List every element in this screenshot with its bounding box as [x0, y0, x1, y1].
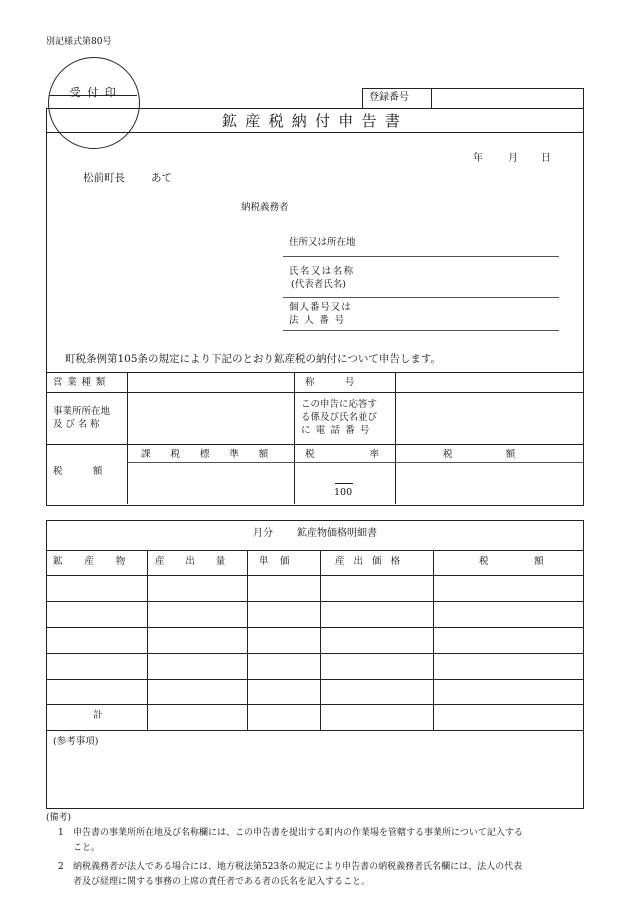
remarks-heading: (備考) [46, 813, 72, 823]
name-label: 氏名又は名称 [289, 266, 355, 277]
registration-label: 登録番号 [369, 92, 409, 103]
tax-rate-field[interactable] [297, 464, 393, 488]
name-sub-label: (代表者氏名) [291, 279, 346, 290]
tax-base-field[interactable] [129, 464, 293, 502]
notes-field[interactable] [49, 749, 579, 804]
addressee-name: 松前町長 [83, 172, 125, 184]
registration-box [362, 88, 584, 109]
col-output: 産出量 [155, 556, 247, 567]
total-label: 計 [93, 710, 103, 721]
detail-cell[interactable] [48, 577, 146, 600]
remark-2-number: 2 [58, 862, 64, 872]
col-mineral: 鉱産物 [53, 556, 148, 567]
registration-number-field[interactable] [433, 90, 579, 107]
remark-2-line-1: 納税義務者が法人である場合には、地方税法第523条の規定により申告書の納税義務者氏名欄には、法人の代表 [73, 862, 523, 872]
col-output-value: 産出価格 [335, 556, 410, 567]
address-label: 住所又は所在地 [289, 237, 356, 248]
detail-form [46, 520, 590, 809]
col-tax: 税額 [479, 556, 590, 567]
trade-name-label: 称号 [305, 377, 385, 388]
col-unit-price: 単価 [259, 556, 301, 567]
detail-title: 鉱産物価格明細書 [297, 528, 377, 539]
taxpayer-heading: 納税義務者 [241, 202, 289, 213]
remark-1-line-2: こと。 [73, 843, 101, 853]
main-form [46, 108, 584, 506]
tax-amount-label: 税額 [53, 466, 133, 477]
id-sub-label: 法人番号 [289, 315, 350, 326]
form-title: 鉱産税納付申告書 [221, 112, 408, 130]
detail-cell[interactable] [48, 681, 146, 703]
office-field[interactable] [129, 394, 293, 442]
tax-header: 税額 [443, 449, 569, 460]
contact-field[interactable] [397, 394, 581, 442]
addressee-suffix: あて [151, 172, 172, 184]
office-sub-label: 及び名称 [53, 419, 103, 430]
tax-rate-header: 税率 [305, 449, 435, 460]
declaration-text: 町税条例第105条の規定により下記のとおり鉱産税の納付について申告します。 [65, 353, 441, 365]
office-label: 事業所所在地 [53, 406, 111, 417]
remark-1-number: 1 [58, 828, 64, 838]
detail-title-prefix: 月分 [253, 528, 273, 539]
tax-base-header: 課税標準額 [141, 449, 289, 460]
remark-2-line-2: 者及び経理に関する事務の上席の責任者である者の氏名を記入すること。 [73, 877, 371, 887]
detail-cell[interactable] [48, 603, 146, 626]
contact-label-3: に電話番号 [301, 425, 375, 436]
business-type-field[interactable] [129, 374, 293, 390]
detail-cell[interactable] [48, 655, 146, 678]
date-month-label: 月 [508, 153, 518, 164]
trade-name-field[interactable] [397, 374, 581, 390]
contact-label-1: この申告に応答す [301, 399, 378, 410]
date-day-label: 日 [541, 153, 551, 164]
form-number: 別記様式第80号 [46, 37, 112, 47]
tax-amount-field[interactable] [397, 464, 581, 502]
remark-1-line-1: 申告書の事業所所在地及び名称欄には、この申告書を提出する町内の作業場を管轄する事業所について記入する [73, 828, 523, 838]
receipt-stamp-label: 受付印 [69, 86, 123, 99]
rate-denominator: 100 [334, 487, 353, 498]
detail-cell[interactable] [48, 629, 146, 652]
id-label: 個人番号又は [289, 302, 352, 313]
notes-label: (参考事項) [53, 736, 99, 747]
date-year-label: 年 [473, 153, 483, 164]
business-type-label: 営業種類 [53, 377, 111, 388]
contact-label-2: る係及び氏名並び [301, 412, 378, 423]
receipt-stamp-circle [48, 57, 140, 149]
